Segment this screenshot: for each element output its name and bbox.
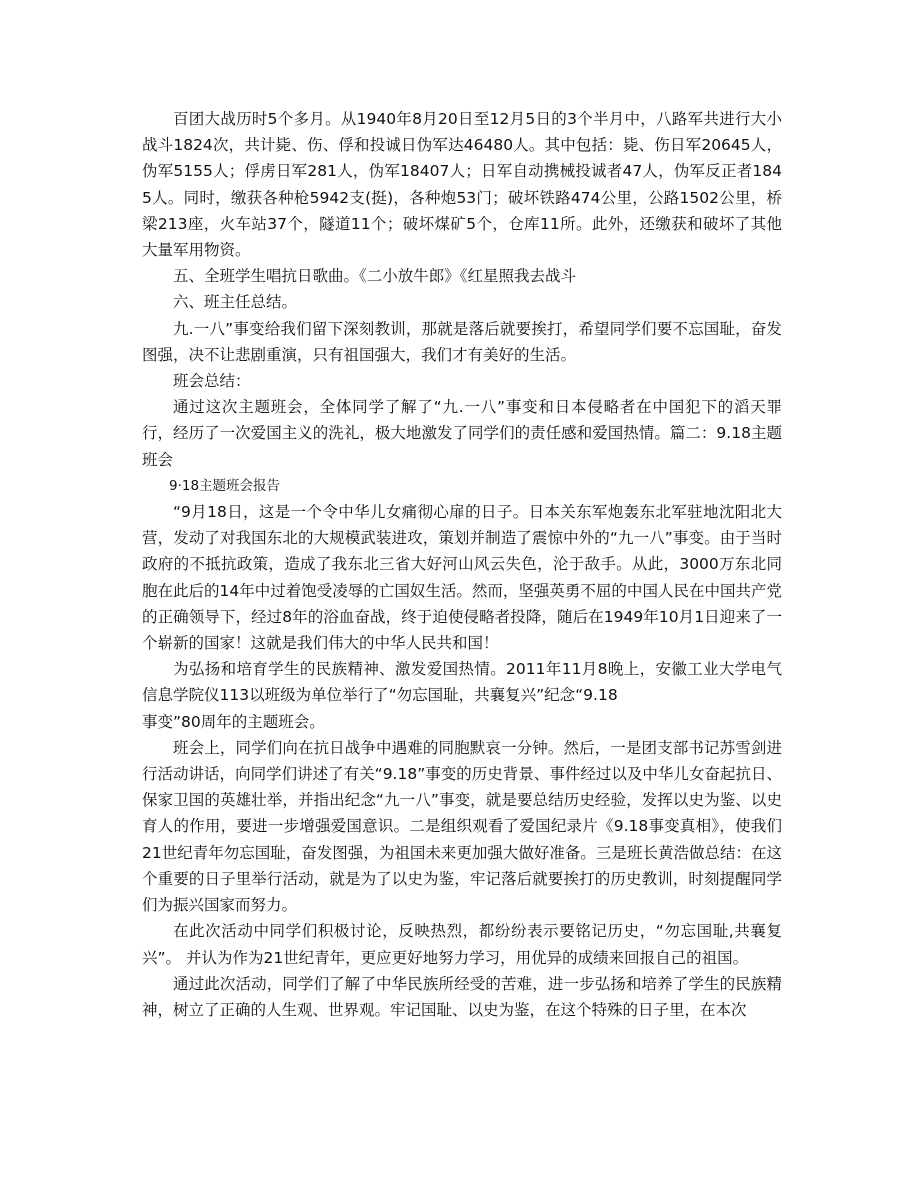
document-body: [142, 106, 782, 1023]
paragraph-class-meeting-summary-heading: 班会总结：: [173, 372, 251, 391]
paragraph-september-18: “9月18日，这是一个令中华儿女痛彻心扉的日子。日本关东军炮轰东北军驻地沈阳北大营，发动了对我国东北的大规模武装进攻，策划并制造了震惊中外的“九一八”事变。由于当时政府的不抵抗政策，造成了我东北三省大好河山风云失色，沦于敌手。从此，3000万东北同胞在此后的14年中过着饱受凌辱的亡国奴生活。然而，坚强英勇不屈的中国人民在中国共产党的正确领导下，经过8年的浴血奋战，终于迫使侵略者投降，随后在1949年10月1日迎来了一个崭新的国家！这就是我们伟大的中华人民共和国！: [142, 503, 782, 653]
paragraph-lesson-of-918: 九.一八”事变给我们留下深刻教训，那就是落后就要挨打，希望同学们要不忘国耻，奋发图强，决不让悲剧重演，只有祖国强大，我们才有美好的生活。: [142, 319, 782, 364]
paragraph-conclusion: 通过此次活动，同学们了解了中华民族所经受的苦难，进一步弘扬和培养了学生的民族精神，树立了正确的人生观、世界观。牢记国耻、以史为鉴，在这个特殊的日子里，在本次: [142, 974, 782, 1019]
paragraph-event-introduction: 为弘扬和培育学生的民族精神、激发爱国热情。2011年11月8晚上，安徽工业大学电气信息学院仪113以班级为单位举行了“勿忘国耻，共襄复兴”纪念“9.18: [142, 660, 782, 705]
paragraph-class-meeting-summary: 通过这次主题班会，全体同学了解了“九.一八”事变和日本侵略者在中国犯下的滔天罪行，经历了一次爱国主义的洗礼，极大地激发了同学们的责任感和爱国热情。篇二：9.18主题班会: [142, 398, 782, 469]
paragraph-discussion: 在此次活动中同学们积极讨论，反映热烈，都纷纷表示要铭记历史，“勿忘国耻,共襄复兴”。 并认为作为21世纪青年，更应更好地努力学习，用优异的成绩来回报自己的祖国。: [142, 922, 782, 967]
report-title: 9·18主题班会报告: [169, 477, 281, 494]
paragraph-hundred-regiments-battle: 百团大战历时5个多月。从1940年8月20日至12月5日的3个半月中，八路军共进行大小战斗1824次，共计毙、伤、俘和投诚日伪军达46480人。其中包括：毙、伤日军20645人，伪军5155人；俘虏日军281人，伪军18407人；日军自动携械投诚者47人，伪军反正者1845人。同时，缴获各种枪5942支(挺)，各种炮53门；破坏铁路474公里，公路1502公里，桥梁213座，火车站37个，隧道11个；破坏煤矿5个，仓库11所。此外，还缴获和破坏了其他大量军用物资。: [142, 110, 782, 260]
paragraph-teacher-summary-heading: 六、班主任总结。: [173, 293, 298, 312]
paragraph-event-introduction-continued: 事变”80周年的主题班会。: [142, 712, 325, 731]
paragraph-class-singing: 五、全班学生唱抗日歌曲。《二小放牛郎》《红星照我去战斗: [173, 267, 577, 286]
paragraph-meeting-proceedings: 班会上，同学们向在抗日战争中遇难的同胞默哀一分钟。然后，一是团支部书记苏雪剑进行活动讲话，向同学们讲述了有关“9.18”事变的历史背景、事件经过以及中华儿女奋起抗日、保家卫国的英雄壮举，并指出纪念“九一八”事变，就是要总结历史经验，发挥以史为鉴、以史育人的作用，要进一步增强爱国意识。二是组织观看了爱国纪录片《9.18事变真相》，使我们21世纪青年勿忘国耻，奋发图强，为祖国未来更加强大做好准备。三是班长黄浩做总结：在这个重要的日子里举行活动，就是为了以史为鉴，牢记落后就要挨打的历史教训，时刻提醒同学们为振兴国家而努力。: [142, 738, 782, 915]
